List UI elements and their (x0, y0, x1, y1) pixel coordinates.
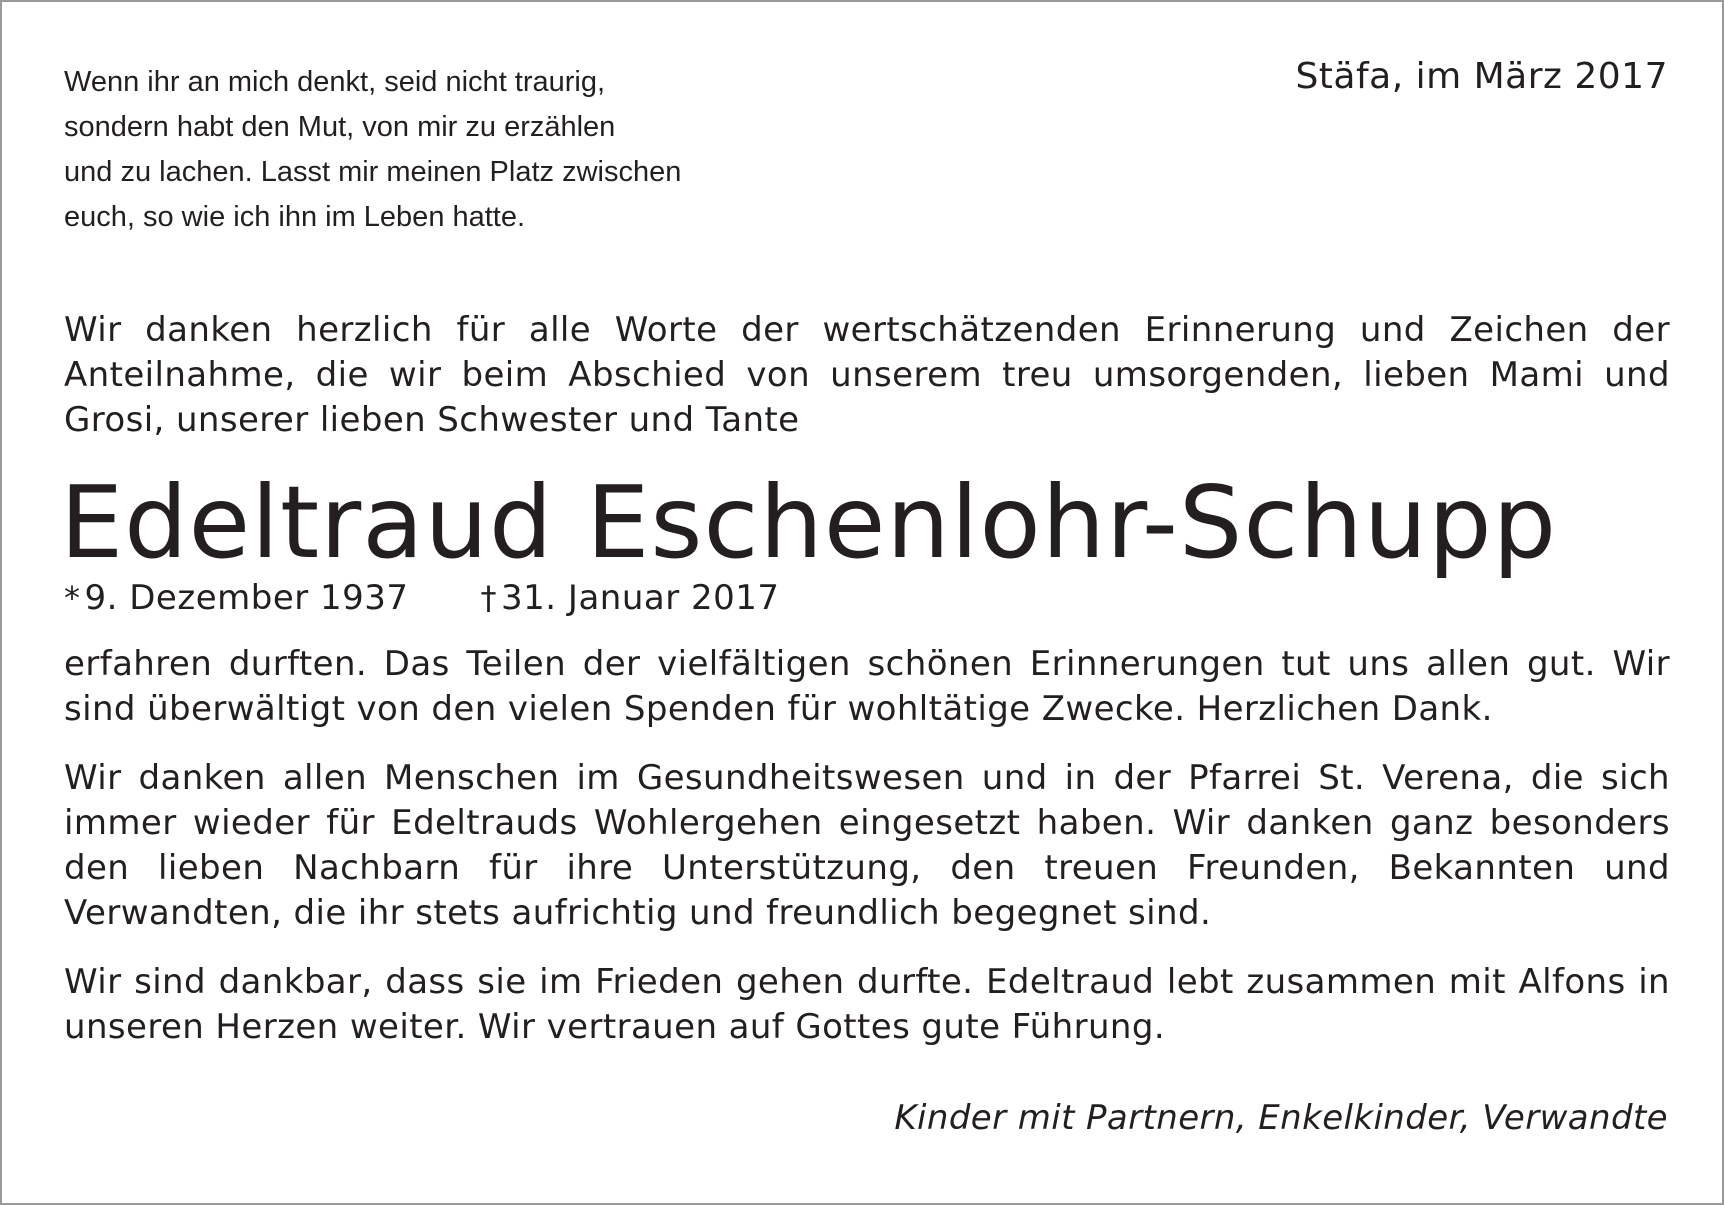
life-dates (64, 576, 780, 620)
place-date: Stäfa, im März 2017 (1295, 56, 1668, 97)
poem-line: sondern habt den Mut, von mir zu erzählen (64, 111, 616, 143)
signature: Kinder mit Partnern, Enkelkinder, Verwandte (894, 1098, 1668, 1138)
death-symbol: † (480, 579, 498, 617)
poem (64, 60, 681, 240)
body-paragraph: erfahren durften. Das Teilen der vielfältigen schönen Erinnerungen tut uns allen gut. Wir sind überwältigt von den vielen Spenden für wohltätige Zwecke. Herzlichen Dank. (64, 644, 1670, 729)
deceased-name: Edeltraud Eschenlohr-Schupp (60, 464, 1558, 581)
intro-paragraph: Wir danken herzlich für alle Worte der wertschätzenden Erinnerung und Zeichen der Anteilnahme, die wir beim Abschied von unserem treu umsorgenden, lieben Mami und Grosi, unserer lieben Schwester und Tante (64, 310, 1670, 440)
body-paragraph: Wir sind dankbar, dass sie im Frieden gehen durfte. Edeltraud lebt zusammen mit Alfons in unseren Herzen weiter. Wir vertrauen auf Gottes gute Führung. (64, 962, 1670, 1047)
poem-line: euch, so wie ich ihn im Leben hatte. (64, 201, 526, 233)
birth-symbol: * (64, 579, 81, 617)
body-paragraph: Wir danken allen Menschen im Gesundheitswesen und in der Pfarrei St. Verena, die sich immer wieder für Edeltrauds Wohlergehen eingesetzt haben. Wir danken ganz besonders den lieben Nachbarn für ihre Unterstützung, den treuen Freunden, Bekannten und Verwandten, die ihr stets aufrichtig und freundlich begegnet sind. (64, 758, 1670, 933)
death-date: 31. Januar 2017 (501, 578, 780, 618)
poem-line: Wenn ihr an mich denkt, seid nicht traurig, (64, 66, 606, 98)
poem-line: und zu lachen. Lasst mir meinen Platz zwischen (64, 156, 682, 188)
birth-date: 9. Dezember 1937 (84, 578, 409, 618)
